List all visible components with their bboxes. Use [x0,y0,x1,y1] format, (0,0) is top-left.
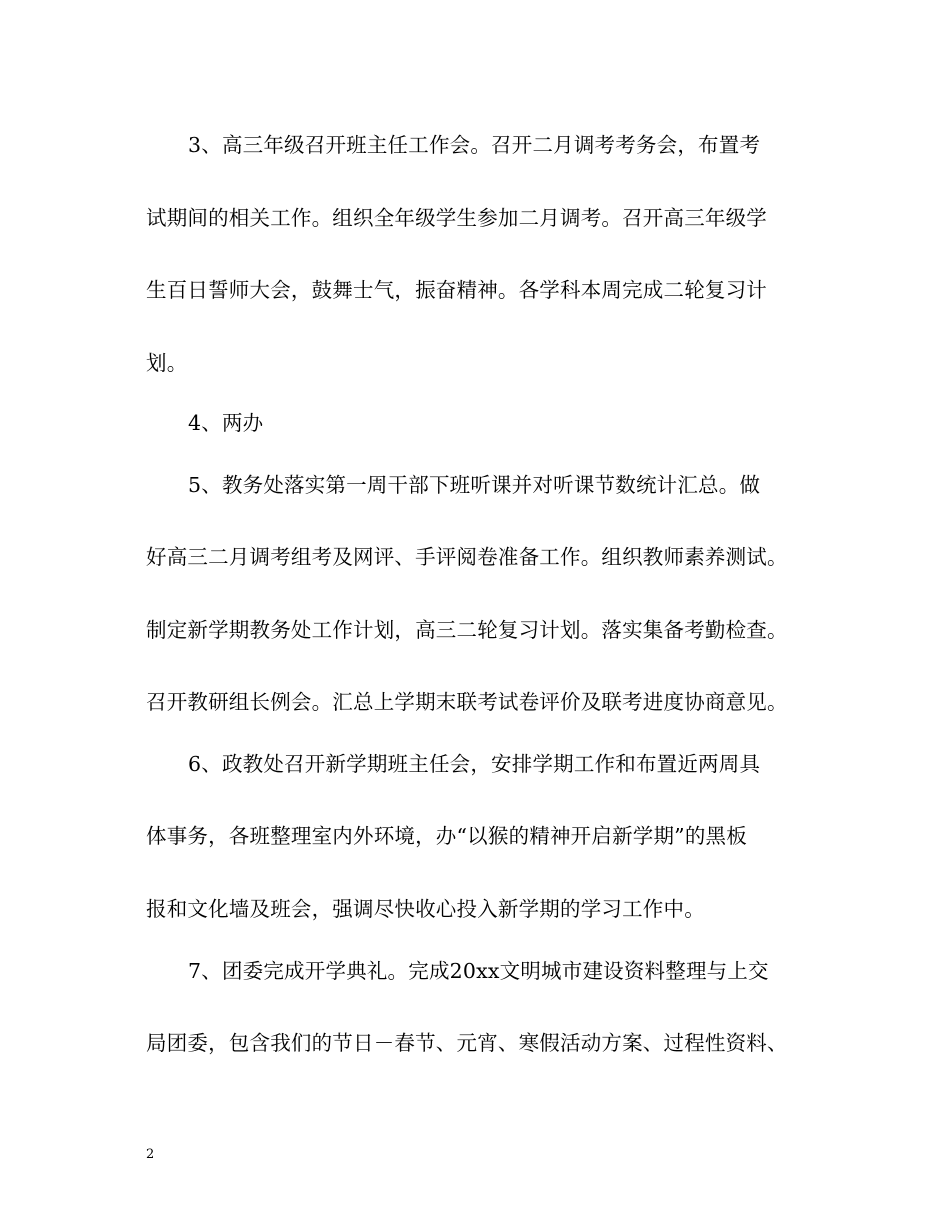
paragraph-3-line-4: 划。 [146,351,188,375]
paragraph-6-line-2: 体事务，各班整理室内外环境，办“以猴的精神开启新学期”的黑板 [146,824,747,848]
paragraph-5-line-3: 制定新学期教务处工作计划，高三二轮复习计划。落实集备考勤检查。 [146,618,788,642]
paragraph-7-line-1: 7、团委完成开学典礼。完成20xx文明城市建设资料整理与上交 [188,959,769,983]
paragraph-3-line-1: 3、高三年级召开班主任工作会。召开二月调考考务会，布置考 [188,133,761,157]
paragraph-4-line-1: 4、两办 [188,411,264,435]
paragraph-6-line-1: 6、政教处召开新学期班主任会，安排学期工作和布置近两周具 [188,752,761,776]
paragraph-5-line-4: 召开教研组长例会。汇总上学期末联考试卷评价及联考进度协商意见。 [146,690,788,714]
page-number: 2 [146,1147,155,1162]
paragraph-3-line-2: 试期间的相关工作。组织全年级学生参加二月调考。召开高三年级学 [146,206,767,230]
paragraph-7-line-2: 局团委，包含我们的节日－春节、元宵、寒假活动方案、过程性资料、 [146,1031,788,1055]
paragraph-3-line-3: 生百日誓师大会，鼓舞士气，振奋精神。各学科本周完成二轮复习计 [146,278,767,302]
paragraph-6-line-3: 报和文化墙及班会，强调尽快收心投入新学期的学习工作中。 [146,897,705,921]
paragraph-5-line-2: 好高三二月调考组考及网评、手评阅卷准备工作。组织教师素养测试。 [146,545,788,569]
paragraph-5-line-1: 5、教务处落实第一周干部下班听课并对听课节数统计汇总。做 [188,473,761,497]
